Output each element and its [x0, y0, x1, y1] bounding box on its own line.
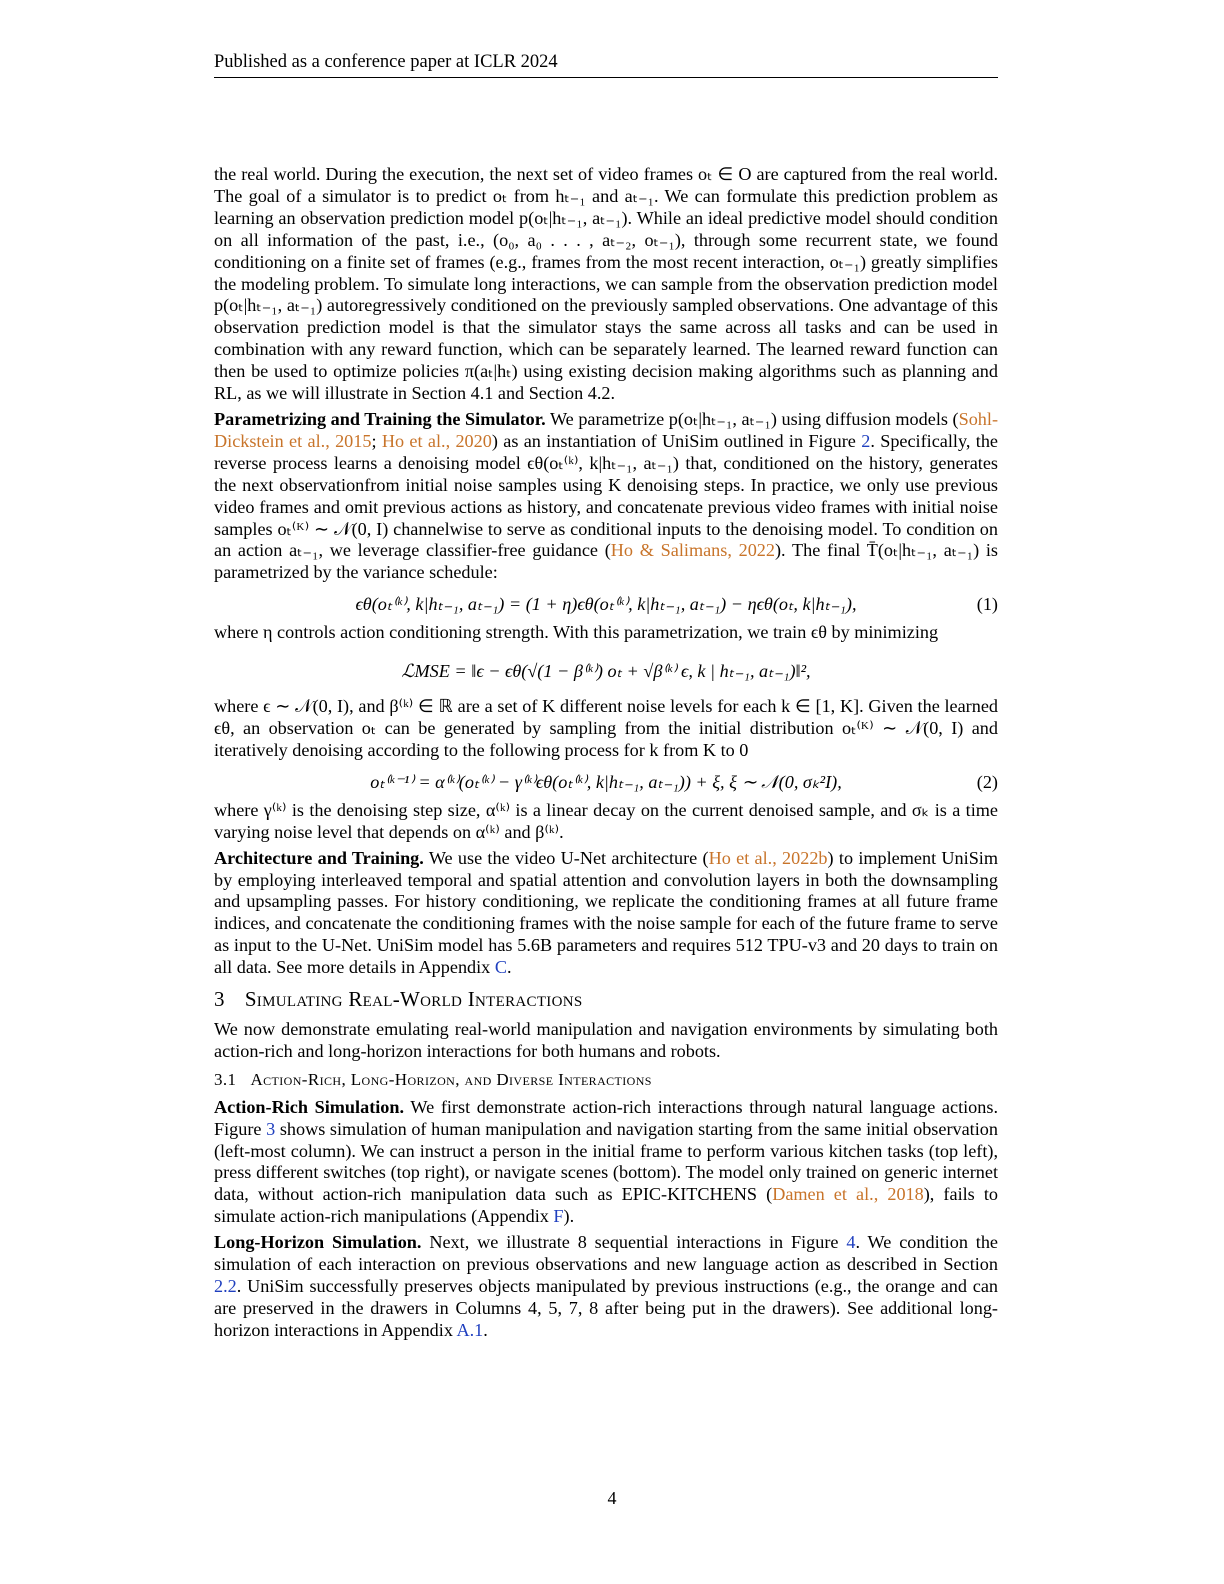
- text-run: We parametrize p(oₜ|hₜ₋₁, aₜ₋₁) using diffusion models (: [549, 408, 959, 429]
- citation-link[interactable]: Damen et al., 2018: [772, 1184, 924, 1205]
- paragraph-heading: Long-Horizon Simulation.: [214, 1232, 422, 1253]
- paragraph-heading: Parametrizing and Training the Simulator.: [214, 408, 546, 429]
- equation-number: (1): [976, 594, 998, 615]
- paragraph-observation-prediction: the real world. During the execution, the next set of video frames oₜ ∈ O are captured from the real world. The goal of a simulator is to predict oₜ from hₜ₋₁ and aₜ₋₁. We can formulate this prediction problem as learning an observation prediction model p(oₜ|hₜ₋₁, aₜ₋₁). While an ideal predictive model should condition on all information of the past, i.e., (o₀, a₀ . . . , aₜ₋₂, oₜ₋₁), through some recurrent state, we found conditioning on a finite set of frames (e.g., frames from the most recent interaction, oₜ₋₁) greatly simplifies the modeling problem. To simulate long interactions, we can sample from the observation prediction model p(oₜ|hₜ₋₁, aₜ₋₁) autoregressively conditioned on the previously sampled observations. One advantage of this observation prediction model is that the simulator stays the same across all tasks and can be used in combination with any reward function, which can be separately learned. The learned reward function can then be used to optimize policies π(aₜ|hₜ) using existing decision making algorithms such as planning and RL, as we will illustrate in Section 4.1 and Section 4.2.: [214, 164, 998, 404]
- text-run: Next, we illustrate 8 sequential interactions in Figure: [429, 1232, 847, 1253]
- section-heading-3: [214, 989, 998, 1011]
- subsection-number: 3.1: [214, 1069, 237, 1089]
- subsection-heading-3-1: [214, 1069, 998, 1091]
- citation-link[interactable]: Ho & Salimans, 2022: [610, 540, 775, 561]
- text-run: ;: [371, 430, 382, 451]
- equation-body: ϵθ(oₜ⁽ᵏ⁾, k|hₜ₋₁, aₜ₋₁) = (1 + η)ϵθ(oₜ⁽ᵏ⁾, k|hₜ₋₁, aₜ₋₁) − ηϵθ(oₜ, k|hₜ₋₁),: [355, 594, 857, 615]
- appendix-ref-link[interactable]: C: [494, 957, 507, 978]
- appendix-ref-link[interactable]: F: [553, 1206, 564, 1227]
- equation-body: ℒMSE = ‖ϵ − ϵθ(√(1 − β⁽ᵏ⁾) oₜ + √β⁽ᵏ⁾ ϵ, k | hₜ₋₁, aₜ₋₁)‖²,: [401, 661, 811, 682]
- citation-link[interactable]: Sohl-Dickstein et al., 2015: [214, 408, 999, 451]
- text-run: ) as an instantiation of UniSim outlined in Figure: [491, 430, 862, 451]
- text-run: ).: [563, 1206, 575, 1227]
- text-run: . UniSim successfully preserves objects manipulated by previous instructions (e.g., the orange and can are preserved in the drawers in Columns 4, 5, 7, 8 after being put in the drawers). See additional long-horizon interactions in Appendix: [214, 1275, 998, 1340]
- text-run: ) to implement UniSim by employing interleaved temporal and spatial attention and convolution layers in both the downsampling and upsampling passes. For history conditioning, we replicate the conditioning frames at all future frame indices, and concatenate the conditioning frames with the noise sample for each of the future frame to serve as input to the U-Net. UniSim model has 5.6B parameters and requires 512 TPU-v3 and 20 days to train on all data. See more details in Appendix: [214, 847, 999, 978]
- page-number: 4: [607, 1488, 617, 1508]
- paragraph-architecture: [214, 848, 998, 979]
- running-header: Published as a conference paper at ICLR 2024: [214, 52, 998, 78]
- paragraph-eta: where η controls action conditioning strength. With this parametrization, we train ϵθ by minimizing: [214, 622, 939, 643]
- appendix-ref-link[interactable]: A.1: [456, 1319, 484, 1340]
- equation-2: [214, 766, 998, 800]
- subsection-title: Action-Rich, Long-Horizon, and Diverse Interactions: [250, 1069, 652, 1089]
- text-run: . Specifically, the reverse process learns a denoising model ϵθ(oₜ⁽ᵏ⁾, k|hₜ₋₁, aₜ₋₁) that, conditioned on the history, generates the next observationfrom initial noise samples using K denoising steps. In practice, we only use previous video frames and omit previous actions as history, and concatenate previous video frames with initial noise samples oₜ⁽ᴷ⁾ ∼ 𝒩(0, I) channelwise to serve as conditional inputs to the denoising model. To condition on an action aₜ₋₁, we leverage classifier-free guidance (: [214, 430, 998, 561]
- citation-link[interactable]: Ho et al., 2022b: [708, 847, 828, 868]
- text-run: .: [506, 957, 512, 978]
- text-run: ). The final T̄(oₜ|hₜ₋₁, aₜ₋₁) is parametrized by the variance schedule:: [214, 540, 999, 583]
- figure-ref-link[interactable]: 4: [846, 1232, 856, 1253]
- equation-number: (2): [976, 771, 998, 792]
- figure-ref-link[interactable]: 2: [861, 430, 871, 451]
- section-ref-link[interactable]: 2.2: [214, 1275, 237, 1296]
- paragraph-action-rich: [214, 1097, 998, 1228]
- text-run: ), fails to simulate action-rich manipulations (Appendix: [214, 1184, 998, 1227]
- paragraph-heading: Action-Rich Simulation.: [214, 1096, 405, 1117]
- equation-body: oₜ⁽ᵏ⁻¹⁾ = α⁽ᵏ⁾(oₜ⁽ᵏ⁾ − γ⁽ᵏ⁾ϵθ(oₜ⁽ᵏ⁾, k|hₜ₋₁, aₜ₋₁)) + ξ, ξ ∼ 𝒩(0, σₖ²I),: [370, 771, 842, 792]
- text-run: shows simulation of human manipulation and navigation starting from the same initial observation (left-most column). We can instruct a person in the initial frame to perform various kitchen tasks (top left), press different switches (top right), or navigate scenes (bottom). The model only trained on generic internet data, without action-rich manipulation data such as EPIC-KITCHENS (: [214, 1118, 998, 1205]
- text-run: We first demonstrate action-rich interactions through natural language actions. Figure: [214, 1096, 998, 1139]
- text-run: .: [483, 1319, 488, 1340]
- figure-ref-link[interactable]: 3: [266, 1118, 276, 1139]
- section-title: Simulating Real-World Interactions: [244, 987, 583, 1012]
- section-number: 3: [214, 987, 225, 1012]
- paragraph-long-horizon: [214, 1232, 998, 1342]
- paragraph-parametrizing: [214, 409, 998, 584]
- paragraph-step-size: where γ⁽ᵏ⁾ is the denoising step size, α⁽ᵏ⁾ is a linear decay on the current denoised sample, and σₖ is a time varying noise level that depends on α⁽ᵏ⁾ and β⁽ᵏ⁾.: [214, 799, 998, 842]
- paragraph-heading: Architecture and Training.: [214, 847, 424, 868]
- page-body: [214, 164, 998, 1346]
- text-run: . We condition the simulation of each interaction on previous observations and new language action as described in Section: [214, 1232, 999, 1275]
- paragraph-noise-levels: where ϵ ∼ 𝒩(0, I), and β⁽ᵏ⁾ ∈ ℝ are a set of K different noise levels for each k ∈ [1, K]. Given the learned ϵθ, an observation oₜ can be generated by sampling from the initial distribution oₜ⁽ᴷ⁾ ∼ 𝒩(0, I) and iteratively denoising according to the following process for k from K to 0: [214, 696, 998, 760]
- paragraph-section3-intro: We now demonstrate emulating real-world manipulation and navigation environments by simulating both action-rich and long-horizon interactions for both humans and robots.: [214, 1019, 998, 1061]
- equation-mse: [214, 648, 998, 696]
- citation-link[interactable]: Ho et al., 2020: [381, 430, 492, 451]
- text-run: We use the video U-Net architecture (: [428, 847, 709, 868]
- equation-1: [214, 588, 998, 622]
